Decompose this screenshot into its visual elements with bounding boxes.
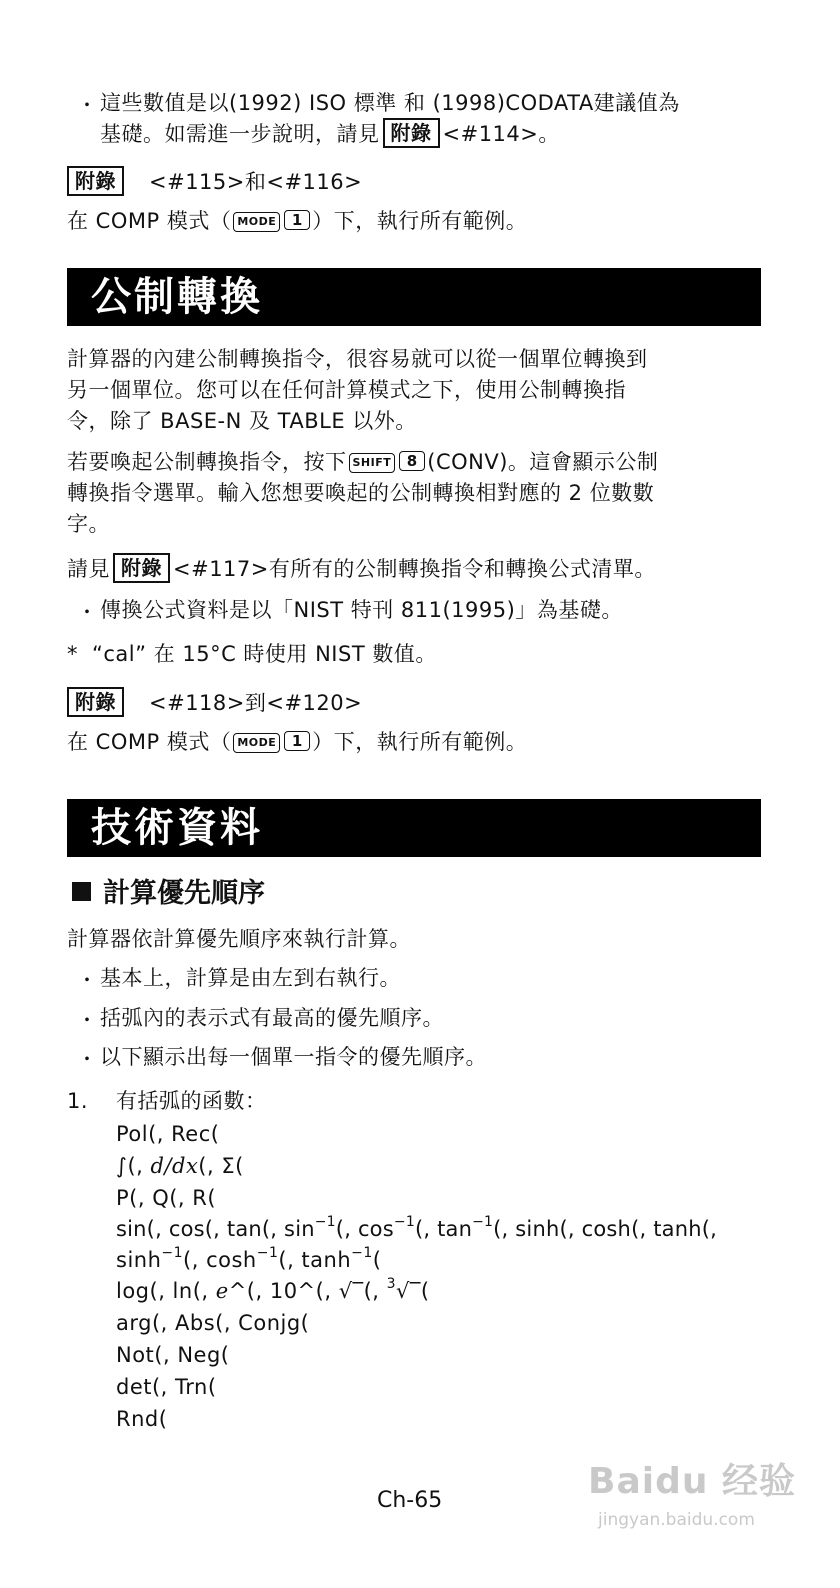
function-text: (, tanh (278, 1248, 352, 1272)
bullet-text: 傳換公式資料是以「NIST 特刊 811(1995)」為基礎。 (100, 598, 623, 622)
function-text: sinh (116, 1248, 162, 1272)
superscript: −1 (161, 1245, 184, 1261)
bullet-dot: ・ (77, 93, 97, 117)
data-source-line-2 (100, 118, 560, 149)
function-text: ^(, 10^(, √‾(, (228, 1279, 387, 1303)
function-line: Rnd( (116, 1407, 168, 1431)
section-title: 公制轉換 (91, 274, 263, 320)
bullet-dot: ・ (77, 1047, 97, 1071)
page-number: Ch-65 (377, 1488, 443, 1513)
paragraph-line: 另一個單位。您可以在任何計算模式之下，使用公制轉換指 (67, 378, 626, 402)
function-text: e (215, 1279, 229, 1303)
function-text: ( (372, 1248, 382, 1272)
paragraph-line: 令，除了 BASE-N 及 TABLE 以外。 (67, 409, 417, 433)
bullet-dot: ・ (77, 600, 97, 624)
function-text: (, cosh (183, 1248, 257, 1272)
one-key: 1 (284, 731, 310, 751)
paragraph-text: 請見 (67, 557, 110, 581)
shift-key: SHIFT (349, 453, 396, 473)
function-line: arg(, Abs(, Conjg( (116, 1311, 310, 1335)
data-source-text: 基礎。如需進一步說明，請見 (100, 122, 380, 146)
section-banner-technical-info (67, 799, 761, 857)
bullet-dot: ・ (77, 968, 97, 992)
comp-mode-text: 在 COMP 模式（ (67, 730, 232, 754)
paragraph-line (67, 447, 658, 477)
comp-mode-text-end: ）下，執行所有範例。 (312, 730, 528, 754)
paragraph-line: 轉換指令選單。輸入您想要喚起的公制轉換相對應的 2 位數數 (67, 481, 655, 505)
mode-key: MODE (233, 212, 280, 232)
function-line: Not(, Neg( (116, 1343, 230, 1367)
function-text: √‾( (396, 1279, 430, 1303)
subheading (72, 876, 265, 912)
comp-mode-line (67, 727, 527, 757)
appendix-117-line (67, 553, 656, 584)
function-line: det(, Trn( (116, 1375, 217, 1399)
paragraph-text: (CONV)。這會顯示公制 (427, 450, 659, 474)
superscript: −1 (256, 1245, 279, 1261)
function-line: P(, Q(, R( (116, 1186, 217, 1210)
watermark-url: jingyan.baidu.com (598, 1510, 755, 1530)
function-line: Pol(, Rec( (116, 1122, 220, 1146)
function-line (116, 1214, 717, 1244)
square-bullet-icon (72, 882, 91, 901)
appendix-box: 附錄 (67, 687, 124, 717)
function-text: sin(, cos(, tan(, sin (116, 1217, 315, 1241)
paragraph-line: 計算器的內建公制轉換指令，很容易就可以從一個單位轉換到 (67, 347, 648, 371)
bullet-dot: ・ (77, 1008, 97, 1032)
intro-text: 計算器依計算優先順序來執行計算。 (67, 927, 411, 951)
comp-mode-line (67, 206, 527, 236)
superscript: −1 (393, 1214, 415, 1230)
comp-mode-text-end: ）下，執行所有範例。 (312, 209, 528, 233)
section-banner-metric-conversion (67, 268, 761, 326)
function-text: (, sinh(, cosh(, tanh(, (493, 1217, 717, 1241)
function-text: ∫(, (116, 1154, 151, 1178)
paragraph-line: 字。 (67, 512, 110, 536)
superscript: −1 (314, 1214, 336, 1230)
watermark-logo: Baidu 经验 (588, 1461, 797, 1502)
one-key: 1 (284, 210, 310, 230)
eight-key: 8 (399, 451, 425, 471)
appendix-ref-text: <#118>到<#120> (149, 691, 363, 715)
function-line (116, 1151, 244, 1181)
function-line (116, 1245, 382, 1275)
superscript: −1 (351, 1245, 373, 1261)
subheading-text: 計算優先順序 (103, 878, 265, 909)
function-text: (, cos (335, 1217, 394, 1241)
data-source-line-1: 這些數值是以(1992) ISO 標準 和 (1998)CODATA建議值為 (100, 91, 680, 115)
superscript: −1 (472, 1214, 494, 1230)
appendix-ref-line (67, 166, 362, 197)
bullet-text: 基本上，計算是由左到右執行。 (100, 966, 401, 990)
function-line (116, 1276, 430, 1306)
item-title: 有括弧的函數： (116, 1089, 267, 1113)
appendix-box: 附錄 (67, 166, 124, 196)
appendix-ref-line (67, 687, 362, 718)
bullet-text: 括弧內的表示式有最高的優先順序。 (100, 1006, 444, 1030)
function-text: d/dx (150, 1154, 199, 1178)
function-text: log(, ln(, (116, 1279, 216, 1303)
footnote-text: “cal” 在 15°C 時使用 NIST 數值。 (92, 642, 437, 666)
appendix-box: 附錄 (113, 553, 170, 583)
function-text: (, Σ( (198, 1154, 244, 1178)
bullet-text: 以下顯示出每一個單一指令的優先順序。 (100, 1045, 487, 1069)
asterisk-mark: * (67, 642, 78, 666)
appendix-ref-text: <#115>和<#116> (149, 170, 363, 194)
mode-key: MODE (233, 733, 280, 753)
appendix-ref-114: <#114>。 (442, 122, 560, 146)
section-title: 技術資料 (91, 805, 263, 851)
appendix-ref-117: <#117>有所有的公制轉換指令和轉換公式清單。 (173, 557, 656, 581)
superscript: 3 (386, 1276, 397, 1292)
item-number: 1. (67, 1089, 89, 1113)
comp-mode-text: 在 COMP 模式（ (67, 209, 232, 233)
function-text: (, tan (414, 1217, 473, 1241)
paragraph-text: 若要喚起公制轉換指令，按下 (67, 450, 347, 474)
appendix-box: 附錄 (383, 118, 440, 148)
